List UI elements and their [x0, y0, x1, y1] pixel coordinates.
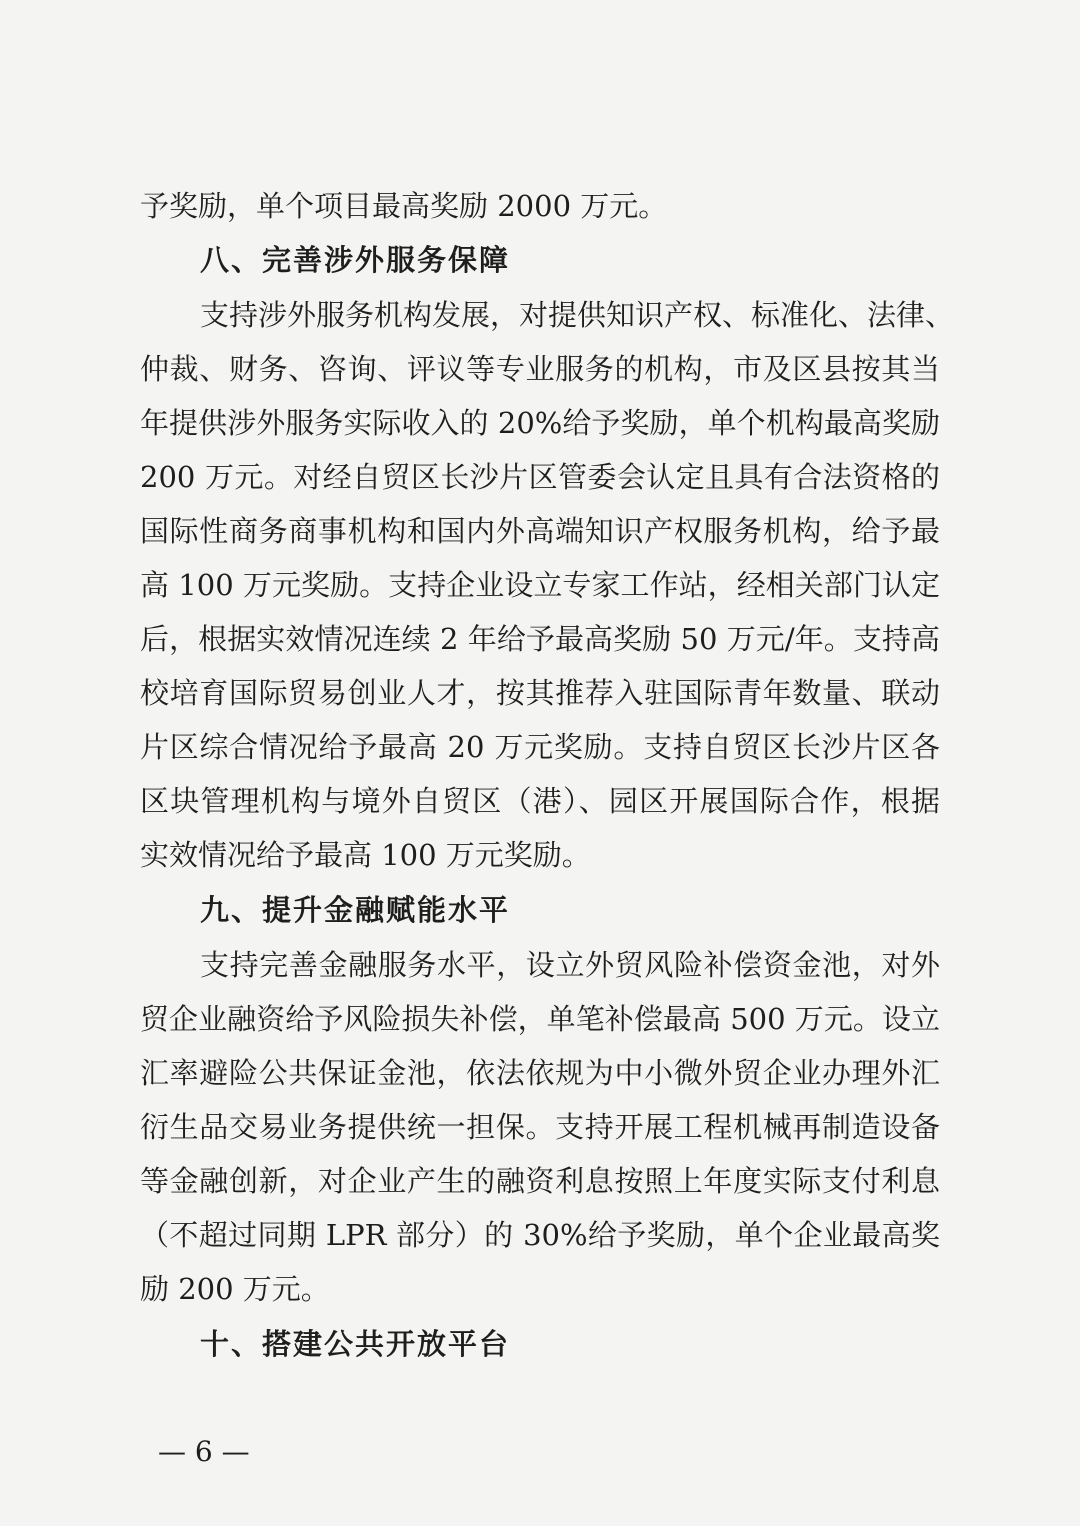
section-heading-10: 十、搭建公共开放平台 [200, 1327, 511, 1361]
paragraph-line: 区块管理机构与境外自贸区（港）、园区开展国际合作，根据 [140, 784, 940, 818]
paragraph-line: （不超过同期 LPR 部分）的 30%给予奖励，单个企业最高奖 [140, 1218, 940, 1252]
paragraph-line: 后，根据实效情况连续 2 年给予最高奖励 50 万元/年。支持高 [140, 622, 940, 656]
paragraph-line: 实效情况给予最高 100 万元奖励。 [140, 838, 591, 872]
paragraph-line: 高 100 万元奖励。支持企业设立专家工作站，经相关部门认定 [140, 568, 940, 602]
paragraph-line: 予奖励，单个项目最高奖励 2000 万元。 [140, 189, 668, 223]
paragraph-line: 贸企业融资给予风险损失补偿，单笔补偿最高 500 万元。设立 [140, 1002, 940, 1036]
paragraph-line: 国际性商务商事机构和国内外高端知识产权服务机构，给予最 [140, 514, 940, 548]
paragraph-line: 衍生品交易业务提供统一担保。支持开展工程机械再制造设备 [140, 1110, 940, 1144]
section-heading-8: 八、完善涉外服务保障 [200, 243, 511, 277]
section-heading-9: 九、提升金融赋能水平 [200, 893, 511, 927]
paragraph-line: 励 200 万元。 [140, 1272, 330, 1306]
page-number: — 6 — [158, 1435, 250, 1468]
paragraph-line: 汇率避险公共保证金池，依法依规为中小微外贸企业办理外汇 [140, 1056, 940, 1090]
paragraph-line: 支持完善金融服务水平，设立外贸风险补偿资金池，对外 [200, 948, 940, 982]
paragraph-line: 年提供涉外服务实际收入的 20%给予奖励，单个机构最高奖励 [140, 406, 940, 440]
paragraph-line: 仲裁、财务、咨询、评议等专业服务的机构，市及区县按其当 [140, 352, 940, 386]
paragraph-line: 校培育国际贸易创业人才，按其推荐入驻国际青年数量、联动 [140, 676, 940, 710]
paragraph-line: 支持涉外服务机构发展，对提供知识产权、标准化、法律、 [200, 298, 955, 332]
paragraph-line: 等金融创新，对企业产生的融资利息按照上年度实际支付利息 [140, 1164, 940, 1198]
paragraph-line: 片区综合情况给予最高 20 万元奖励。支持自贸区长沙片区各 [140, 730, 940, 764]
paragraph-line: 200 万元。对经自贸区长沙片区管委会认定且具有合法资格的 [140, 460, 940, 494]
